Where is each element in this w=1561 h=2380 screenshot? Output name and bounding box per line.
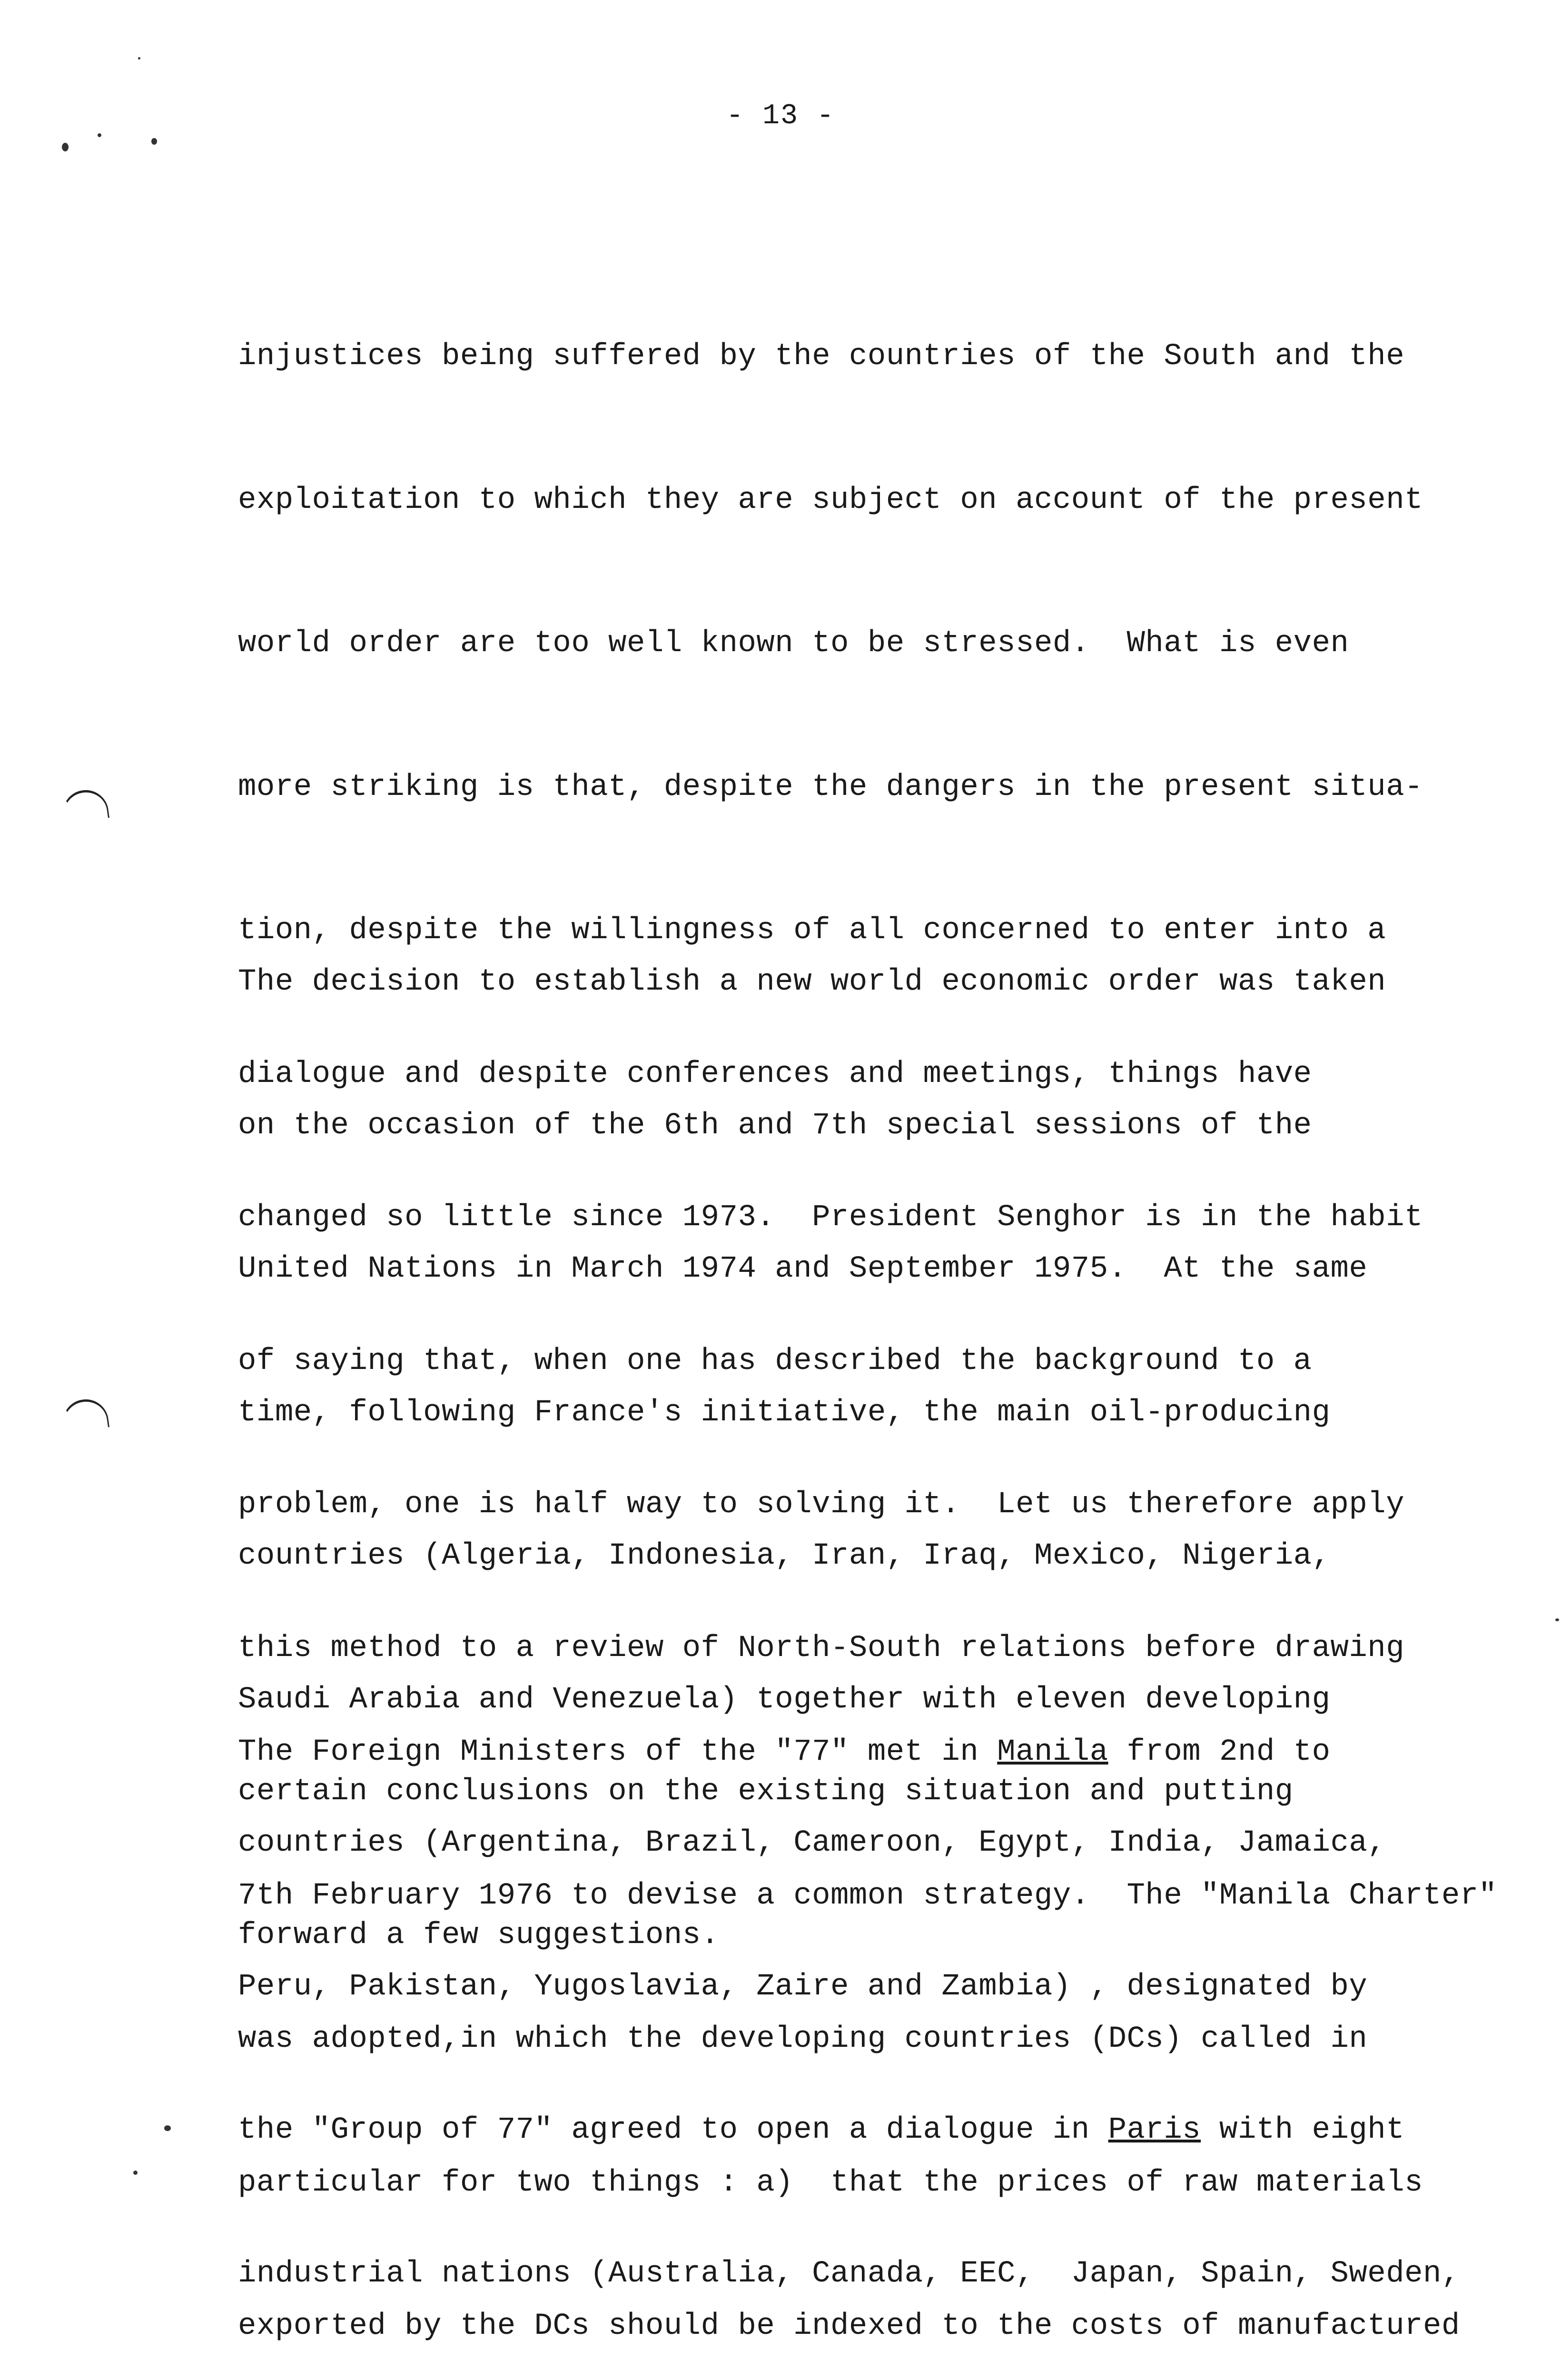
text-line: was adopted,in which the developing countries (DCs) called in — [238, 2022, 1368, 2056]
text-line: The decision to establish a new world economic order was taken — [238, 965, 1386, 999]
text-line: 7th February 1976 to devise a common strategy. The "Manila Charter" — [238, 1878, 1497, 1913]
text-line: particular for two things : a) that the prices of raw materials — [238, 2165, 1423, 2200]
text-line: exported by the DCs should be indexed to the costs of manufactured — [238, 2309, 1460, 2343]
scan-speck — [138, 57, 140, 60]
text-line: countries (Algeria, Indonesia, Iran, Iraq, Mexico, Nigeria, — [238, 1539, 1331, 1573]
scan-speck — [98, 133, 101, 137]
text-segment: the "Group of 77" agreed to open a dialogue in — [238, 2113, 1108, 2147]
text-line: certain conclusions on the existing situation and putting — [238, 1775, 1294, 1809]
scan-speck — [151, 138, 157, 145]
scan-speck — [62, 143, 69, 151]
text-line: of saying that, when one has described the background to a — [238, 1344, 1312, 1378]
text-segment: from 2nd to — [1108, 1735, 1331, 1769]
text-line: time, following France's initiative, the main oil-producing — [238, 1395, 1331, 1430]
text-line: Saudi Arabia and Venezuela) together with eleven developing — [238, 1682, 1331, 1717]
text-line: world order are too well known to be stressed. What is even — [238, 626, 1349, 661]
text-line: Peru, Pakistan, Yugoslavia, Zaire and Zambia) , designated by — [238, 1969, 1368, 2004]
text-line: problem, one is half way to solving it. Let us therefore apply — [238, 1488, 1405, 1522]
text-line: this method to a review of North-South relations before drawing — [238, 1631, 1405, 1666]
scan-speck — [133, 2171, 138, 2175]
text-line: on the occasion of the 6th and 7th special sessions of the — [238, 1108, 1312, 1143]
hole-punch-mark — [60, 787, 109, 824]
text-line: changed so little since 1973. President Senghor is in the habit — [238, 1200, 1423, 1235]
scan-speck — [1555, 1618, 1559, 1621]
text-line: countries (Argentina, Brazil, Cameroon, Egypt, India, Jamaica, — [238, 1826, 1386, 1860]
text-line: dialogue and despite conferences and meetings, things have — [238, 1057, 1312, 1091]
hole-punch-mark — [60, 1397, 109, 1434]
text-segment: with eight — [1201, 2113, 1405, 2147]
text-segment: The Foreign Ministers of the "77" met in — [238, 1735, 998, 1769]
text-line: United Nations in March 1974 and September 1975. At the same — [238, 1252, 1368, 1286]
text-line: tion, despite the willingness of all concerned to enter into a — [238, 913, 1386, 948]
underlined-place-manila: Manila — [997, 1735, 1108, 1769]
text-line: forward a few suggestions. — [238, 1918, 720, 1953]
text-line — [238, 1728, 1497, 1776]
text-line: injustices being suffered by the countries of the South and the — [238, 339, 1405, 374]
paragraph-3 — [238, 1633, 1497, 2380]
scan-speck — [164, 2125, 171, 2131]
page-number: - 13 - — [726, 100, 835, 132]
text-line: industrial nations (Australia, Canada, EEC, Japan, Spain, Sweden, — [238, 2256, 1460, 2291]
text-line: exploitation to which they are subject on account of the present — [238, 483, 1423, 517]
text-line: more striking is that, despite the dangers in the present situa- — [238, 770, 1423, 804]
underlined-place-paris: Paris — [1108, 2113, 1201, 2147]
